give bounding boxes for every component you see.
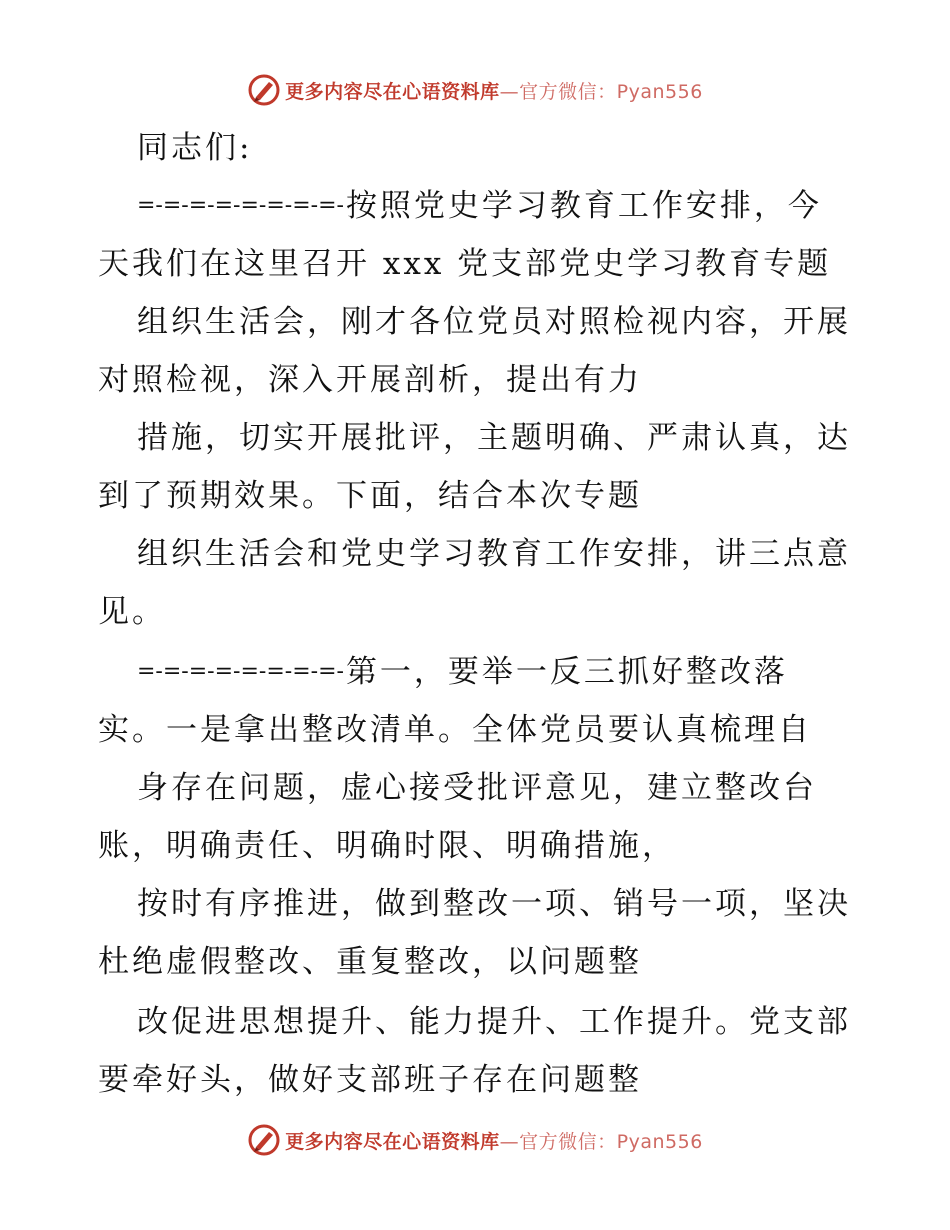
paragraph-line: 到了预期效果。下面，结合本次专题 bbox=[98, 478, 642, 514]
paragraph-line: 要牵好头，做好支部班子存在问题整 bbox=[98, 1062, 642, 1098]
watermark-text: 更多内容尽在心语资料库—官方微信：Pyan556 bbox=[285, 80, 703, 103]
paragraph-line: 身存在问题，虚心接受批评意见，建立整改台 bbox=[137, 770, 817, 806]
pen-logo-icon bbox=[247, 73, 281, 107]
watermark-banner-top bbox=[0, 70, 950, 110]
pen-logo-icon bbox=[247, 1123, 281, 1157]
paragraph-line: 组织生活会和党史学习教育工作安排，讲三点意 bbox=[137, 536, 851, 572]
watermark-banner-bottom bbox=[0, 1120, 950, 1160]
paragraph-line: 组织生活会，刚才各位党员对照检视内容，开展 bbox=[137, 304, 851, 340]
paragraph-line: 账，明确责任、明确时限、明确措施， bbox=[98, 828, 676, 864]
paragraph-line: =-=-=-=-=-=-=-=-第一，要举一反三抓好整改落 bbox=[137, 654, 788, 690]
paragraph-line: 见。 bbox=[98, 594, 166, 630]
paragraph-line: 按时有序推进，做到整改一项、销号一项，坚决 bbox=[137, 886, 851, 922]
paragraph-line: =-=-=-=-=-=-=-=-按照党史学习教育工作安排，今 bbox=[137, 188, 822, 224]
dash-prefix: =-=-=-=-=-=-=-=- bbox=[137, 193, 344, 218]
paragraph-line: 实。一是拿出整改清单。全体党员要认真梳理自 bbox=[98, 712, 812, 748]
dash-prefix: =-=-=-=-=-=-=-=- bbox=[137, 659, 344, 684]
paragraph-line: 改促进思想提升、能力提升、工作提升。党支部 bbox=[137, 1004, 851, 1040]
paragraph-line: 杜绝虚假整改、重复整改，以问题整 bbox=[98, 944, 642, 980]
paragraph-line: 对照检视，深入开展剖析，提出有力 bbox=[98, 362, 642, 398]
paragraph-line: 天我们在这里召开 xxx 党支部党史学习教育专题 bbox=[98, 246, 832, 282]
paragraph-line: 措施，切实开展批评，主题明确、严肃认真，达 bbox=[137, 420, 851, 456]
watermark-text: 更多内容尽在心语资料库—官方微信：Pyan556 bbox=[285, 1130, 703, 1153]
greeting-line: 同志们: bbox=[137, 130, 253, 166]
